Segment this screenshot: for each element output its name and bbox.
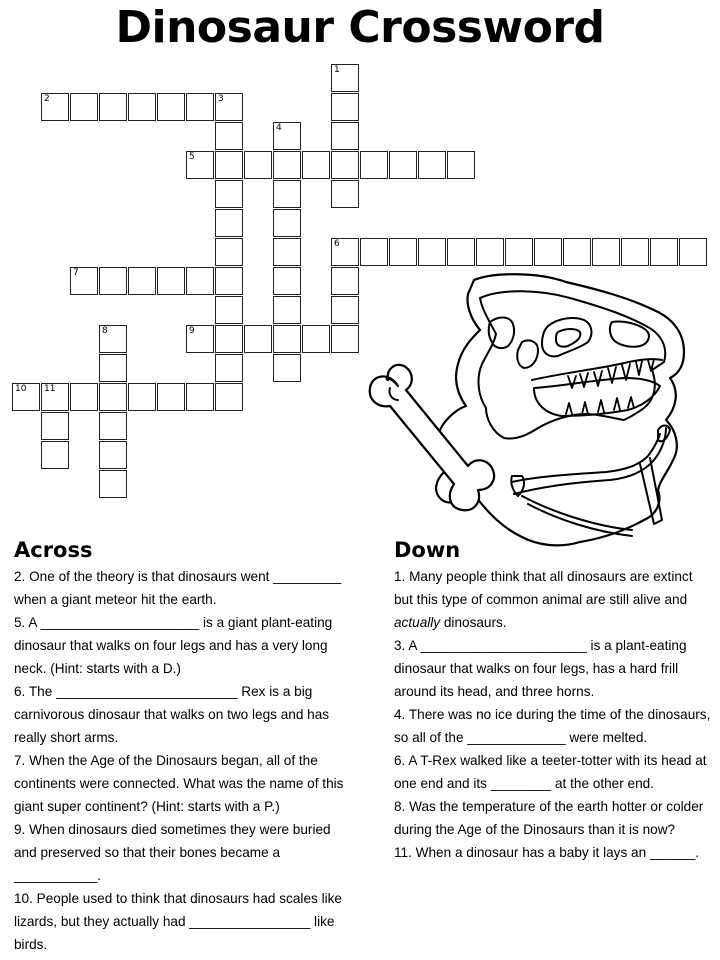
crossword-cell[interactable] xyxy=(41,412,69,440)
clue-number: 6 xyxy=(334,239,340,249)
crossword-cell[interactable] xyxy=(157,267,185,295)
crossword-cell[interactable] xyxy=(244,151,272,179)
crossword-cell[interactable] xyxy=(418,238,446,266)
across-clue-9: 9. When dinosaurs died sometimes they were buried and preserved so that their bones became a ___________. xyxy=(14,822,331,883)
crossword-cell[interactable] xyxy=(563,238,591,266)
crossword-cell[interactable] xyxy=(331,151,359,179)
crossword-cell[interactable] xyxy=(186,151,214,179)
crossword-cell[interactable] xyxy=(215,238,243,266)
crossword-cell[interactable] xyxy=(186,325,214,353)
crossword-cell[interactable] xyxy=(41,383,69,411)
clue-number: 5 xyxy=(189,152,195,162)
crossword-cell[interactable] xyxy=(215,209,243,237)
crossword-cell[interactable] xyxy=(331,122,359,150)
dinosaur-skull-icon xyxy=(362,268,720,568)
clue-number: 9 xyxy=(189,326,195,336)
crossword-cell[interactable] xyxy=(273,296,301,324)
crossword-cell[interactable] xyxy=(331,296,359,324)
crossword-cell[interactable] xyxy=(70,93,98,121)
crossword-cell[interactable] xyxy=(157,383,185,411)
crossword-cell[interactable] xyxy=(273,122,301,150)
crossword-cell[interactable] xyxy=(215,93,243,121)
down-clue-4: 4. There was no ice during the time of the dinosaurs, so all of the _____________ were melted. xyxy=(394,707,711,745)
crossword-cell[interactable] xyxy=(99,325,127,353)
crossword-cell[interactable] xyxy=(331,93,359,121)
crossword-cell[interactable] xyxy=(650,238,678,266)
across-heading: Across xyxy=(14,538,93,562)
clue-number: 11 xyxy=(44,384,56,394)
down-clue-8: 8. Was the temperature of the earth hotter or colder during the Age of the Dinosaurs than it is now? xyxy=(394,799,704,837)
crossword-cell[interactable] xyxy=(302,151,330,179)
crossword-cell[interactable] xyxy=(157,93,185,121)
crossword-cell[interactable] xyxy=(273,209,301,237)
crossword-cell[interactable] xyxy=(418,151,446,179)
clue-number: 4 xyxy=(276,123,282,133)
crossword-cell[interactable] xyxy=(215,325,243,353)
crossword-cell[interactable] xyxy=(70,267,98,295)
crossword-cell[interactable] xyxy=(186,267,214,295)
crossword-cell[interactable] xyxy=(679,238,707,266)
crossword-cell[interactable] xyxy=(128,93,156,121)
across-clue-7: 7. When the Age of the Dinosaurs began, all of the continents were connected. What was the name of this giant super continent? (Hint: starts with a P.) xyxy=(14,753,344,814)
crossword-cell[interactable] xyxy=(476,238,504,266)
across-clue-5: 5. A _____________________ is a giant plant-eating dinosaur that walks on four legs and has a very long neck. (Hint: starts with a D.) xyxy=(14,615,333,676)
crossword-cell[interactable] xyxy=(447,151,475,179)
crossword-cell[interactable] xyxy=(99,267,127,295)
crossword-cell[interactable] xyxy=(99,93,127,121)
down-clue-11: 11. When a dinosaur has a baby it lays an ______. xyxy=(394,845,700,860)
crossword-cell[interactable] xyxy=(331,238,359,266)
crossword-cell[interactable] xyxy=(215,296,243,324)
crossword-cell[interactable] xyxy=(331,267,359,295)
down-clue-1: 1. Many people think that all dinosaurs are extinct but this type of common animal are still alive and actually dinosaurs. xyxy=(394,569,693,630)
crossword-cell[interactable] xyxy=(128,267,156,295)
crossword-cell[interactable] xyxy=(12,383,40,411)
across-clue-6: 6. The ________________________ Rex is a big carnivorous dinosaur that walks on two legs and has really short arms. xyxy=(14,684,330,745)
crossword-cell[interactable] xyxy=(331,180,359,208)
crossword-cell[interactable] xyxy=(592,238,620,266)
crossword-cell[interactable] xyxy=(331,325,359,353)
crossword-cell[interactable] xyxy=(215,180,243,208)
down-heading: Down xyxy=(394,538,461,562)
clue-number: 1 xyxy=(334,65,340,75)
crossword-cell[interactable] xyxy=(331,64,359,92)
crossword-cell[interactable] xyxy=(215,354,243,382)
crossword-cell[interactable] xyxy=(41,93,69,121)
crossword-cell[interactable] xyxy=(273,325,301,353)
clue-number: 3 xyxy=(218,94,224,104)
crossword-cell[interactable] xyxy=(273,238,301,266)
clue-number: 8 xyxy=(102,326,108,336)
crossword-cell[interactable] xyxy=(244,325,272,353)
crossword-cell[interactable] xyxy=(99,470,127,498)
crossword-cell[interactable] xyxy=(360,151,388,179)
page-title: Dinosaur Crossword xyxy=(115,2,605,53)
crossword-cell[interactable] xyxy=(99,441,127,469)
crossword-cell[interactable] xyxy=(186,383,214,411)
crossword-cell[interactable] xyxy=(70,383,98,411)
clue-number: 10 xyxy=(15,384,27,394)
crossword-cell[interactable] xyxy=(99,383,127,411)
crossword-cell[interactable] xyxy=(273,354,301,382)
down-clue-3: 3. A ______________________ is a plant-eating dinosaur that walks on four legs, has a hard frill around its head, and three horns. xyxy=(394,638,687,699)
crossword-cell[interactable] xyxy=(41,441,69,469)
crossword-cell[interactable] xyxy=(215,267,243,295)
crossword-cell[interactable] xyxy=(505,238,533,266)
crossword-cell[interactable] xyxy=(302,325,330,353)
crossword-cell[interactable] xyxy=(99,354,127,382)
crossword-cell[interactable] xyxy=(534,238,562,266)
crossword-cell[interactable] xyxy=(215,151,243,179)
crossword-cell[interactable] xyxy=(215,383,243,411)
down-section xyxy=(394,538,712,864)
crossword-cell[interactable] xyxy=(447,238,475,266)
crossword-cell[interactable] xyxy=(621,238,649,266)
across-clue-2: 2. One of the theory is that dinosaurs went _________ when a giant meteor hit the earth. xyxy=(14,569,342,607)
crossword-cell[interactable] xyxy=(99,412,127,440)
crossword-cell[interactable] xyxy=(128,383,156,411)
crossword-cell[interactable] xyxy=(186,93,214,121)
down-clue-6: 6. A T-Rex walked like a teeter-totter with its head at one end and its ________ at the other end. xyxy=(394,753,707,791)
clue-number: 7 xyxy=(73,268,79,278)
crossword-cell[interactable] xyxy=(360,238,388,266)
crossword-cell[interactable] xyxy=(389,151,417,179)
across-section xyxy=(14,538,354,956)
across-clue-10: 10. People used to think that dinosaurs had scales like lizards, but they actually had ________________ like birds. xyxy=(14,891,342,952)
clue-number: 2 xyxy=(44,94,50,104)
crossword-cell[interactable] xyxy=(389,238,417,266)
crossword-cell[interactable] xyxy=(273,180,301,208)
crossword-cell[interactable] xyxy=(273,267,301,295)
crossword-cell[interactable] xyxy=(273,151,301,179)
crossword-cell[interactable] xyxy=(215,122,243,150)
